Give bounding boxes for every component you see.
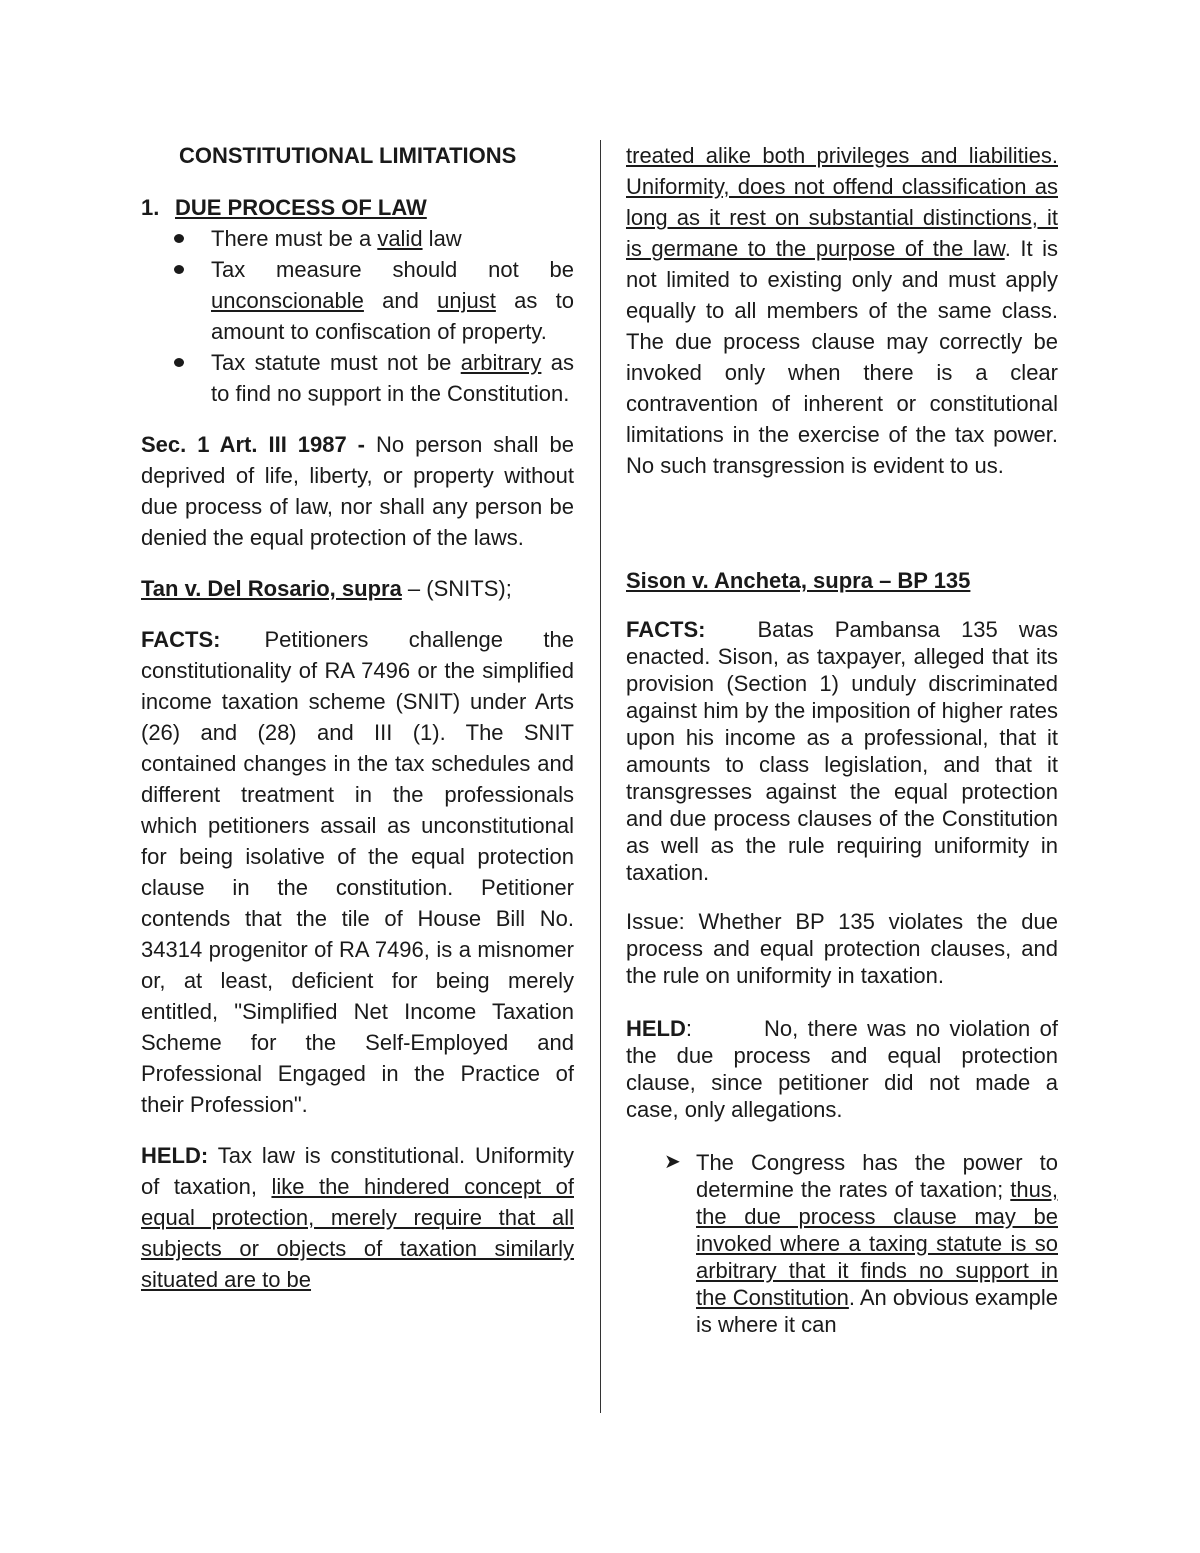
left-column xyxy=(141,140,574,1295)
page-title: CONSTITUTIONAL LIMITATIONS xyxy=(179,143,517,168)
held-points-list xyxy=(626,1149,1058,1338)
arrow-bullet-icon: ➤ xyxy=(664,1151,681,1173)
case-heading-tan: Tan v. Del Rosario, supra – (SNITS); xyxy=(141,576,512,601)
issue-paragraph: Issue: Whether BP 135 violates the due process and equal protection clauses, and the rule on uniformity in taxation. xyxy=(626,909,1058,988)
right-column xyxy=(626,140,1058,1338)
due-process-list xyxy=(141,223,574,409)
bullet-icon xyxy=(174,234,184,243)
list-item: ➤ The Congress has the power to determine the rates of taxation; thus, the due process clause may be invoked where a taxing statute is so arbitrary that it finds no support in the Constitution. An obvious example is where it can xyxy=(664,1150,1059,1337)
held-paragraph: HELD: No, there was no violation of the due process and equal protection clause, since petitioner did not made a case, only allegations. xyxy=(626,1016,1058,1122)
list-item: Tax statute must not be arbitrary as to find no support in the Constitution. xyxy=(141,347,574,409)
list-item: There must be a valid law xyxy=(141,223,574,254)
bullet-icon xyxy=(174,265,184,274)
held-continuation: treated alike both privileges and liabilities. Uniformity, does not offend classification as long as it rest on substantial distinctions, it is germane to the purpose of the law. It is not limited to existing only and must apply equally to all members of the same class. The due process clause may correctly be invoked only when there is a clear contravention of inherent or constitutional limitations in the exercise of the tax power. No such transgression is evident to us. xyxy=(626,143,1058,478)
column-divider xyxy=(600,140,601,1413)
bullet-icon xyxy=(174,358,184,367)
constitution-provision: Sec. 1 Art. III 1987 - No person shall be deprived of life, liberty, or property without due process of law, nor shall any person be denied the equal protection of the laws. xyxy=(141,432,574,550)
list-item: Tax measure should not be unconscionable and unjust as to amount to confiscation of property. xyxy=(141,254,574,347)
section-heading: 1. DUE PROCESS OF LAW xyxy=(141,195,427,220)
held-paragraph: HELD: Tax law is constitutional. Uniformity of taxation, like the hindered concept of equal protection, merely require that all subjects or objects of taxation similarly situated are to be xyxy=(141,1143,574,1292)
facts-paragraph: FACTS: Petitioners challenge the constitutionality of RA 7496 or the simplified income taxation scheme (SNIT) under Arts (26) and (28) and III (1). The SNIT contained changes in the tax schedules and different treatment in the professionals which petitioners assail as unconstitutional for being isolative of the equal protection clause in the constitution. Petitioner contends that the tile of House Bill No. 34314 progenitor of RA 7496, is a misnomer or, at least, deficient for being merely entitled, "Simplified Net Income Taxation Scheme for the Self-Employed and Professional Engaged in the Practice of their Profession". xyxy=(141,627,574,1117)
case-heading-sison: Sison v. Ancheta, supra – BP 135 xyxy=(626,568,971,593)
facts-paragraph: FACTS: Batas Pambansa 135 was enacted. Sison, as taxpayer, alleged that its provision (Section 1) unduly discriminated against him by the imposition of higher rates upon his income as a professional, that it amounts to class legislation, and that it transgresses against the equal protection and due process clauses of the Constitution as well as the rule requiring uniformity in taxation. xyxy=(626,617,1058,885)
